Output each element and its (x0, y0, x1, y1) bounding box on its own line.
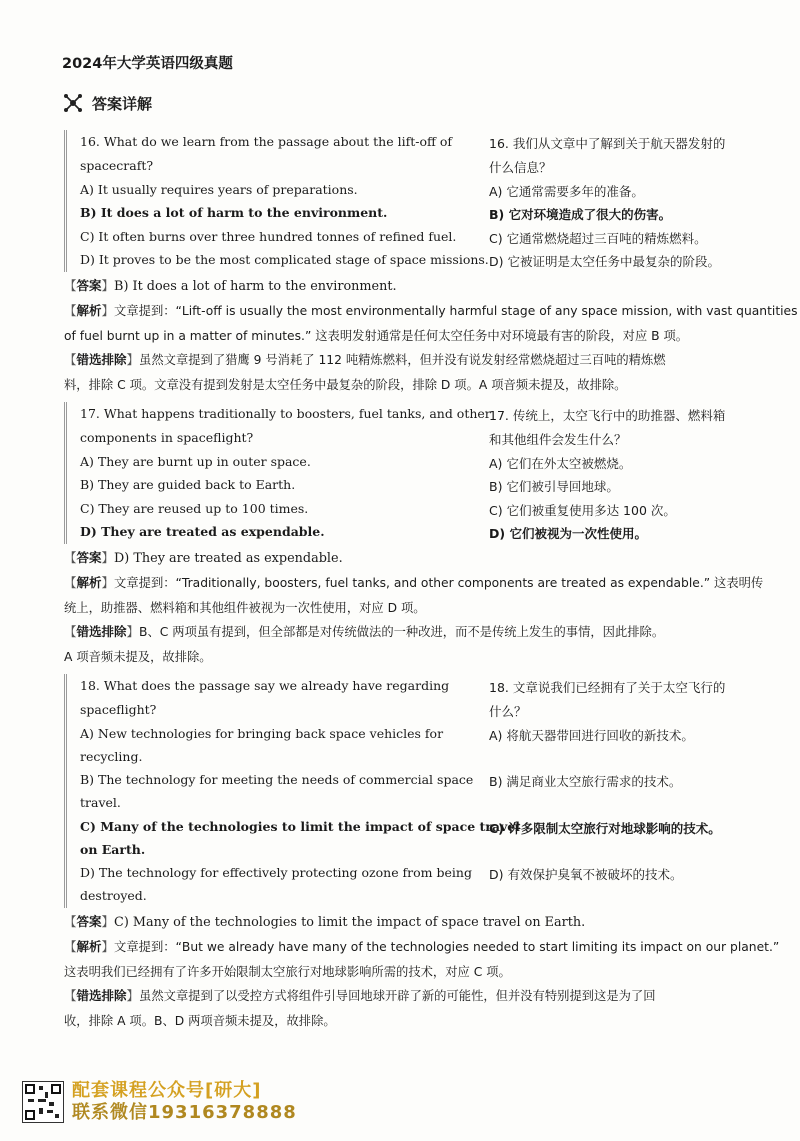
question-17-option-a: A) They are burnt up in outer space. (80, 454, 311, 469)
qr-code-icon (22, 1081, 64, 1123)
question-18-zh-option-d: D) 有效保护臭氧不被破坏的技术。 (489, 867, 683, 882)
question-17-option-d: D) They are treated as expendable. (80, 524, 325, 539)
question-18-option-a-line2: recycling. (80, 749, 143, 764)
question-16-answer: B) It does a lot of harm to the environment. (114, 279, 397, 294)
question-18-option-b-line2: travel. (80, 795, 121, 810)
question-16-zh-option-a: A) 它通常需要多年的准备。 (489, 184, 644, 199)
question-18-zh-option-b: B) 满足商业太空旅行需求的技术。 (489, 774, 682, 789)
question-18-explanation (64, 910, 780, 1033)
question-16-stem-line2: spacecraft? (80, 158, 154, 173)
question-17-stem-line2: components in spaceflight? (80, 430, 254, 445)
question-17-zh-option-a: A) 它们在外太空被燃烧。 (489, 456, 632, 471)
answer-tag: 【答案】 (64, 914, 115, 929)
question-17-explanation (64, 546, 772, 669)
question-18-stem-line1: 18. What does the passage say we already have regarding (80, 678, 450, 693)
section-title-text: 答案详解 (92, 94, 153, 113)
question-18-exclude-line2: 收，排除 A 项。B、D 两项音频未提及，故排除。 (64, 1014, 336, 1028)
question-17-exclude-line1: B、C 两项虽有提到，但全部都是对传统做法的一种改进，而不是传统上发生的事情，因此排除。 (139, 625, 665, 639)
question-17-zh-option-c: C) 它们被重复使用多达 100 次。 (489, 503, 676, 518)
question-16 (64, 130, 767, 272)
answer-tag: 【答案】 (64, 278, 115, 293)
question-18-analysis-line1: 文章提到：“But we already have many of the technologies needed to start limiting its impact on our planet.” (114, 940, 780, 954)
question-17 (64, 402, 767, 544)
exclude-tag: 【错选排除】 (64, 988, 140, 1003)
question-17-option-c: C) They are reused up to 100 times. (80, 501, 309, 516)
question-18-option-a-line1: A) New technologies for bringing back space vehicles for (80, 726, 444, 741)
analysis-tag: 【解析】 (64, 303, 115, 318)
question-18-option-d-line2: destroyed. (80, 888, 147, 903)
question-16-option-b: B) It does a lot of harm to the environment. (80, 205, 388, 220)
promo-line2: 联系微信19316378888 (72, 1102, 297, 1123)
question-17-zh-option-d: D) 它们被视为一次性使用。 (489, 526, 647, 541)
exclude-tag: 【错选排除】 (64, 352, 140, 367)
promo-line1: 配套课程公众号[研大] (72, 1080, 262, 1101)
question-16-option-a: A) It usually requires years of preparations. (80, 182, 358, 197)
question-17-option-b: B) They are guided back to Earth. (80, 477, 296, 492)
analysis-tag: 【解析】 (64, 575, 115, 590)
question-18-option-d-line1: D) The technology for effectively protecting ozone from being (80, 865, 472, 880)
question-18-option-c-line1: C) Many of the technologies to limit the impact of space travel (80, 819, 520, 834)
question-17-analysis-line2: 统上，助推器、燃料箱和其他组件被视为一次性使用，对应 D 项。 (64, 601, 426, 615)
question-18-exclude-line1: 虽然文章提到了以受控方式将组件引导回地球开辟了新的可能性，但并没有特别提到这是为了回 (139, 989, 656, 1003)
question-17-exclude-line2: A 项音频未提及，故排除。 (64, 650, 212, 664)
question-18-zh-stem-line2: 什么？ (489, 704, 527, 719)
question-16-zh-stem-line2: 什么信息？ (489, 160, 552, 175)
question-18-answer: C) Many of the technologies to limit the impact of space travel on Earth. (114, 915, 586, 930)
question-18-stem-line2: spaceflight? (80, 702, 157, 717)
analysis-tag: 【解析】 (64, 939, 115, 954)
question-17-zh-stem-line1: 17. 传统上，太空飞行中的助推器、燃料箱 (489, 408, 726, 423)
question-18-option-b-line1: B) The technology for meeting the needs of commercial space (80, 772, 474, 787)
question-18-zh-option-a: A) 将航天器带回进行回收的新技术。 (489, 728, 694, 743)
question-16-stem-line1: 16. What do we learn from the passage about the lift-off of (80, 134, 452, 149)
question-16-exclude-line1: 虽然文章提到了猎鹰 9 号消耗了 112 吨精炼燃料，但并没有说发射经常燃烧超过三百吨的精炼燃 (139, 353, 666, 367)
question-16-zh-option-c: C) 它通常燃烧超过三百吨的精炼燃料。 (489, 231, 707, 246)
question-16-option-d: D) It proves to be the most complicated stage of space missions. (80, 252, 489, 267)
question-17-zh-stem-line2: 和其他组件会发生什么？ (489, 432, 627, 447)
question-17-answer: D) They are treated as expendable. (114, 551, 343, 566)
question-18-zh-stem-line1: 18. 文章说我们已经拥有了关于太空飞行的 (489, 680, 726, 695)
question-16-option-c: C) It often burns over three hundred tonnes of refined fuel. (80, 229, 457, 244)
page-header: 2024年大学英语四级真题 (62, 56, 233, 72)
question-17-analysis-line1: 文章提到：“Traditionally, boosters, fuel tanks, and other components are treated as expendable.” 这表明传 (114, 576, 764, 590)
question-16-analysis-line2: of fuel burnt up in a matter of minutes.” 这表明发射通常是任何太空任务中对环境最有害的阶段，对应 B 项。 (64, 329, 689, 343)
section-title (62, 92, 152, 114)
question-18-analysis-line2: 这表明我们已经拥有了许多开始限制太空旅行对地球影响所需的技术，对应 C 项。 (64, 965, 511, 979)
question-18 (64, 674, 767, 908)
question-17-stem-line1: 17. What happens traditionally to boosters, fuel tanks, and other (80, 406, 491, 421)
answer-tag: 【答案】 (64, 550, 115, 565)
question-16-zh-stem-line1: 16. 我们从文章中了解到关于航天器发射的 (489, 136, 726, 151)
question-16-analysis-line1: 文章提到：“Lift-off is usually the most environmentally harmful stage of any space mission, with vast quantities (114, 304, 798, 318)
question-18-zh-option-c: C) 许多限制太空旅行对地球影响的技术。 (489, 821, 721, 836)
footer-watermark (22, 1080, 297, 1124)
question-16-zh-option-d: D) 它被证明是太空任务中最复杂的阶段。 (489, 254, 720, 269)
question-18-option-c-line2: on Earth. (80, 842, 146, 857)
question-16-zh-option-b: B) 它对环境造成了很大的伤害。 (489, 207, 672, 222)
molecule-icon (62, 92, 84, 114)
exclude-tag: 【错选排除】 (64, 624, 140, 639)
question-17-zh-option-b: B) 它们被引导回地球。 (489, 479, 619, 494)
question-16-explanation (64, 274, 798, 397)
promo-text (72, 1080, 297, 1124)
question-16-exclude-line2: 料，排除 C 项。文章没有提到发射是太空任务中最复杂的阶段，排除 D 项。A 项音频未提及，故排除。 (64, 378, 627, 392)
